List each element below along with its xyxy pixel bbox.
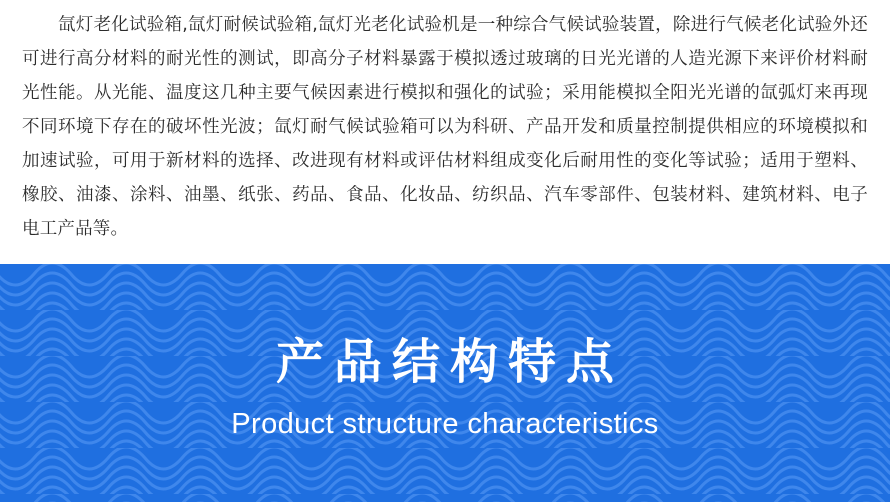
product-description xyxy=(0,0,890,246)
banner-content xyxy=(0,264,890,502)
banner-subtitle: Product structure characteristics xyxy=(231,407,659,440)
product-description-text: 氙灯老化试验箱,氙灯耐候试验箱,氙灯光老化试验机是一种综合气候试验装置，除进行气候老化试验外还可进行高分材料的耐光性的测试，即高分子材料暴露于模拟透过玻璃的日光光谱的人造光源下来评价材料耐光性能。从光能、温度这几种主要气候因素进行模拟和强化的试验；采用能模拟全阳光光谱的氙弧灯来再现不同环境下存在的破坏性光波；氙灯耐气候试验箱可以为科研、产品开发和质量控制提供相应的环境模拟和加速试验，可用于新材料的选择、改进现有材料或评估材料组成变化后耐用性的变化等试验；适用于塑料、橡胶、油漆、涂料、油墨、纸张、药品、食品、化妆品、纺织品、汽车零部件、包装材料、建筑材料、电子电工产品等。 xyxy=(22,15,868,239)
section-banner xyxy=(0,264,890,502)
banner-title: 产品结构特点 xyxy=(275,333,624,390)
